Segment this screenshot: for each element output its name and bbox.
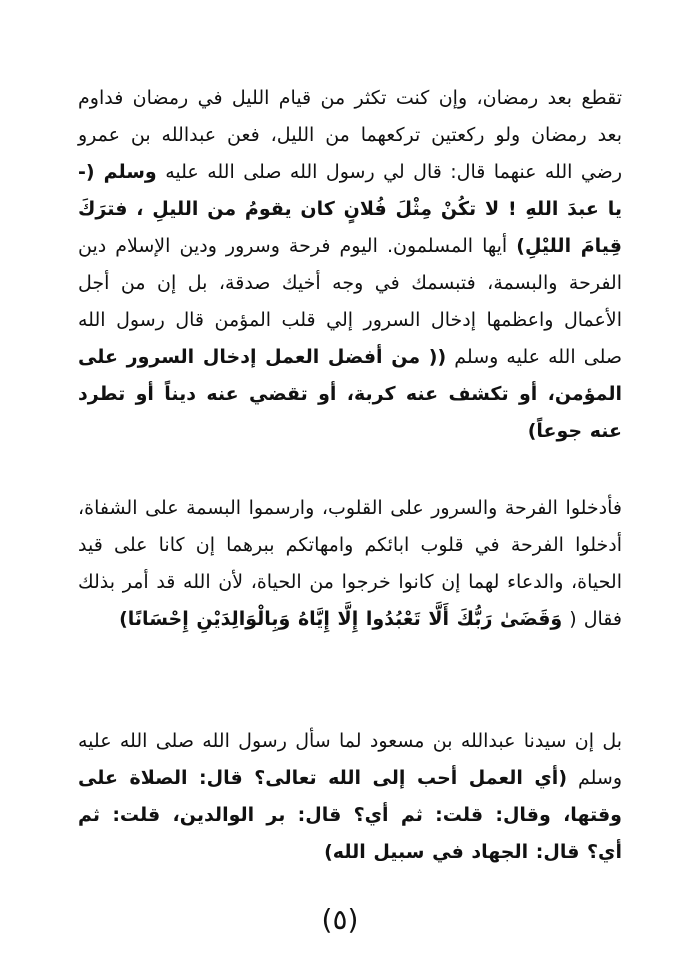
paragraph-honoring-parents — [78, 490, 622, 638]
paragraph-text: فأدخلوا الفرحة والسرور على القلوب، وارسموا البسمة على الشفاة، أدخلوا الفرحة في قلوب ابائكم وامهاتكم ببرهما إن كانا على قيد الحياة، والدعاء لهما إن كانوا خرجوا من الحياة، لأن الله قد أمر بذلك فقال ( — [78, 497, 622, 630]
hadith-quote: وسلم (- يا عبدَ اللهِ ! لا تكُنْ مِثْلَ فُلانٍ كان يقومُ من الليلِ ، فترَكَ قِيامَ الليْلِ) — [78, 161, 622, 257]
paragraph-night-prayer-and-joy — [78, 80, 622, 450]
page-number: (٥) — [321, 903, 359, 936]
paragraph-text: بل إن سيدنا عبدالله بن مسعود لما سأل رسول الله صلى الله عليه وسلم — [78, 730, 622, 789]
hadith-quote: (أي العمل أحب إلى الله تعالى؟ قال: الصلاة على وقتها، وقال: قلت: ثم أي؟ قال: بر الوالدين، قلت: ثم أي؟ قال: الجهاد في سبيل الله) — [78, 767, 622, 863]
hadith-quote: (( من أفضل العمل إدخال السرور على المؤمن، أو تكشف عنه كربة، أو تقضي عنه ديناً أو تطرد عنه جوعاً) — [78, 346, 622, 442]
paragraph-text: أيها المسلمون. اليوم فرحة وسرور ودين الإسلام دين الفرحة والبسمة، فتبسمك في وجه أخيك صدقة، بل إن من أجل الأعمال واعظمها إدخال السرور إلي قلب المؤمن قال رسول الله صلى الله عليه وسلم — [78, 235, 622, 368]
paragraph-text: تقطع بعد رمضان، وإن كنت تكثر من قيام الليل في رمضان فداوم بعد رمضان ولو ركعتين تركعهما من الليل، فعن عبدالله بن عمرو رضي الله عنهما قال: قال لي رسول الله صلى الله عليه — [78, 87, 622, 183]
quran-verse: وَقَضَىٰ رَبُّكَ أَلَّا تَعْبُدُوا إِلَّا إِيَّاهُ وَبِالْوَالِدَيْنِ إِحْسَانًا) — [119, 608, 563, 630]
paragraph-best-deeds — [78, 723, 622, 871]
